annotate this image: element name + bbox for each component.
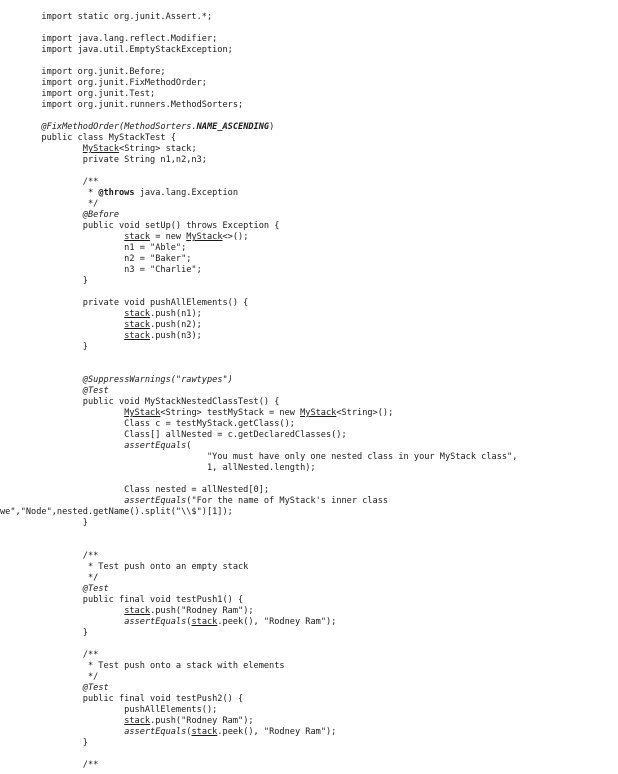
- code-line: [0, 155, 618, 166]
- code-line: [0, 342, 618, 353]
- code-line: [0, 144, 618, 155]
- code-token: .push(n2);: [150, 320, 202, 330]
- code-line: [0, 408, 618, 419]
- code-token: public class MyStackTest {: [0, 133, 176, 143]
- code-token: public final void testPush1() {: [0, 595, 244, 605]
- code-token: .push("Rodney Ram");: [150, 606, 254, 616]
- code-token: [0, 122, 41, 132]
- code-line: [0, 254, 618, 265]
- code-token: [0, 144, 83, 154]
- code-token: @FixMethodOrder(MethodSorters.: [41, 122, 197, 132]
- code-token: public void setUp() throws Exception {: [0, 221, 280, 231]
- code-token: @Test: [82, 386, 109, 396]
- code-token: stack: [191, 727, 218, 737]
- code-line: [0, 67, 618, 78]
- code-line: [0, 573, 618, 584]
- code-token: (: [186, 617, 192, 627]
- code-token: stack: [124, 309, 151, 319]
- code-token: * Test push onto a stack with elements: [0, 661, 285, 671]
- code-token: assertEquals: [124, 617, 187, 627]
- code-line: [0, 727, 618, 738]
- code-line: [0, 276, 618, 287]
- code-line: [0, 507, 618, 518]
- code-token: (: [186, 727, 192, 737]
- code-line: [0, 716, 618, 727]
- code-line: [0, 331, 618, 342]
- code-line: [0, 111, 618, 122]
- code-token: @throws: [98, 188, 135, 198]
- code-token: ): [269, 122, 275, 132]
- code-line: [0, 606, 618, 617]
- code-token: *: [0, 188, 99, 198]
- code-token: Class c = testMyStack.getClass();: [0, 419, 295, 429]
- code-line: [0, 430, 618, 441]
- code-token: n2 = "Baker";: [0, 254, 192, 264]
- code-token: [0, 496, 124, 506]
- code-line: [0, 12, 618, 23]
- code-token: [0, 309, 124, 319]
- code-line: [0, 463, 618, 474]
- code-token: = new: [150, 232, 187, 242]
- code-token: [0, 210, 83, 220]
- code-line: [0, 474, 618, 485]
- code-line: [0, 452, 618, 463]
- code-line: [0, 661, 618, 672]
- code-token: [0, 408, 124, 418]
- code-token: [0, 441, 124, 451]
- code-token: /**: [0, 177, 99, 187]
- code-token: MyStack: [82, 144, 120, 154]
- code-token: assertEquals: [124, 727, 187, 737]
- code-token: /**: [0, 551, 99, 561]
- code-line: [0, 595, 618, 606]
- code-token: */: [0, 573, 99, 583]
- code-token: import org.junit.Test;: [0, 89, 156, 99]
- code-line: [0, 496, 618, 507]
- code-line: [0, 188, 618, 199]
- code-line: [0, 287, 618, 298]
- code-token: n1 = "Able";: [0, 243, 187, 253]
- code-line: [0, 243, 618, 254]
- code-token: */: [0, 199, 99, 209]
- code-line: [0, 298, 618, 309]
- code-token: [0, 683, 83, 693]
- code-line: [0, 265, 618, 276]
- code-line: [0, 23, 618, 34]
- code-line: [0, 122, 618, 133]
- code-token: [0, 386, 83, 396]
- code-token: <String>();: [336, 408, 394, 418]
- code-line: [0, 419, 618, 430]
- code-line: [0, 705, 618, 716]
- code-line: [0, 628, 618, 639]
- code-token: /**: [0, 760, 99, 770]
- code-token: .push(n3);: [150, 331, 202, 341]
- code-line: [0, 551, 618, 562]
- code-line: [0, 760, 618, 771]
- code-line: [0, 89, 618, 100]
- code-line: [0, 529, 618, 540]
- code-token: <String> testMyStack = new: [160, 408, 301, 418]
- code-token: [0, 727, 124, 737]
- code-token: /**: [0, 650, 99, 660]
- code-line: [0, 441, 618, 452]
- code-token: "You must have only one nested class in your MyStack class",: [0, 452, 518, 462]
- code-token: stack: [124, 716, 151, 726]
- code-line: [0, 738, 618, 749]
- code-token: pushAllElements();: [0, 705, 218, 715]
- code-token: stack: [191, 617, 218, 627]
- code-line: [0, 485, 618, 496]
- code-line: [0, 320, 618, 331]
- code-line: [0, 78, 618, 89]
- code-token: <String> stack;: [119, 144, 197, 154]
- code-token: [0, 617, 124, 627]
- code-token: [0, 584, 83, 594]
- code-token: 1, allNested.length);: [0, 463, 316, 473]
- code-token: @SuppressWarnings("rawtypes"): [82, 375, 233, 385]
- code-token: [0, 375, 83, 385]
- code-line: [0, 375, 618, 386]
- code-line: [0, 639, 618, 650]
- code-listing: [0, 12, 618, 771]
- code-line: [0, 177, 618, 188]
- code-token: public void MyStackNestedClassTest() {: [0, 397, 280, 407]
- code-line: [0, 672, 618, 683]
- code-token: */: [0, 672, 99, 682]
- code-token: }: [0, 738, 88, 748]
- code-line: [0, 397, 618, 408]
- code-line: [0, 353, 618, 364]
- code-line: [0, 386, 618, 397]
- code-token: import org.junit.runners.MethodSorters;: [0, 100, 244, 110]
- code-token: import java.lang.reflect.Modifier;: [0, 34, 218, 44]
- code-line: [0, 683, 618, 694]
- code-token: import static org.junit.Assert.*;: [0, 12, 213, 22]
- code-token: [0, 232, 124, 242]
- code-line: [0, 100, 618, 111]
- code-line: [0, 617, 618, 628]
- code-token: MyStack: [300, 408, 337, 418]
- code-token: }: [0, 342, 88, 352]
- code-line: [0, 133, 618, 144]
- code-line: [0, 34, 618, 45]
- code-token: Class[] allNested = c.getDeclaredClasses();: [0, 430, 347, 440]
- code-token: public final void testPush2() {: [0, 694, 244, 704]
- code-token: .peek(), "Rodney Ram");: [217, 617, 337, 627]
- code-token: @Test: [82, 683, 109, 693]
- code-token: <>();: [222, 232, 249, 242]
- code-line: [0, 309, 618, 320]
- code-line: [0, 221, 618, 232]
- code-line: [0, 166, 618, 177]
- code-token: java.lang.Exception: [134, 188, 239, 198]
- code-token: .peek(), "Rodney Ram");: [217, 727, 337, 737]
- code-token: [0, 606, 124, 616]
- code-token: @Before: [82, 210, 120, 220]
- code-line: [0, 540, 618, 551]
- code-token: stack: [124, 320, 151, 330]
- code-line: [0, 749, 618, 760]
- code-token: private String n1,n2,n3;: [0, 155, 207, 165]
- code-token: assertEquals: [124, 496, 187, 506]
- code-line: [0, 694, 618, 705]
- code-token: NAME_ASCENDING: [196, 122, 270, 132]
- code-token: [0, 716, 124, 726]
- code-token: stack: [124, 232, 151, 242]
- code-line: [0, 518, 618, 529]
- code-line: [0, 45, 618, 56]
- code-token: n3 = "Charlie";: [0, 265, 202, 275]
- code-token: import org.junit.FixMethodOrder;: [0, 78, 207, 88]
- code-line: [0, 210, 618, 221]
- code-token: MyStack: [124, 408, 161, 418]
- code-token: }: [0, 276, 88, 286]
- code-token: (: [186, 441, 192, 451]
- code-token: }: [0, 518, 88, 528]
- code-token: assertEquals: [124, 441, 187, 451]
- code-line: [0, 650, 618, 661]
- code-token: .push(n1);: [150, 309, 202, 319]
- code-token: import org.junit.Before;: [0, 67, 166, 77]
- code-line: [0, 562, 618, 573]
- code-token: [0, 331, 124, 341]
- code-token: import java.util.EmptyStackException;: [0, 45, 233, 55]
- code-token: .push("Rodney Ram");: [150, 716, 254, 726]
- code-token: ("For the name of MyStack's inner class: [186, 496, 389, 506]
- code-token: MyStack: [186, 232, 223, 242]
- code-token: stack: [124, 331, 151, 341]
- code-token: stack: [124, 606, 151, 616]
- code-line: [0, 232, 618, 243]
- code-line: [0, 56, 618, 67]
- code-token: * Test push onto an empty stack: [0, 562, 249, 572]
- code-token: we","Node",nested.getName().split("\\$")[1]);: [0, 507, 233, 517]
- code-token: [0, 320, 124, 330]
- code-line: [0, 584, 618, 595]
- code-token: private void pushAllElements() {: [0, 298, 249, 308]
- code-line: [0, 364, 618, 375]
- code-line: [0, 199, 618, 210]
- code-token: Class nested = allNested[0];: [0, 485, 270, 495]
- code-token: @Test: [82, 584, 109, 594]
- code-token: }: [0, 628, 88, 638]
